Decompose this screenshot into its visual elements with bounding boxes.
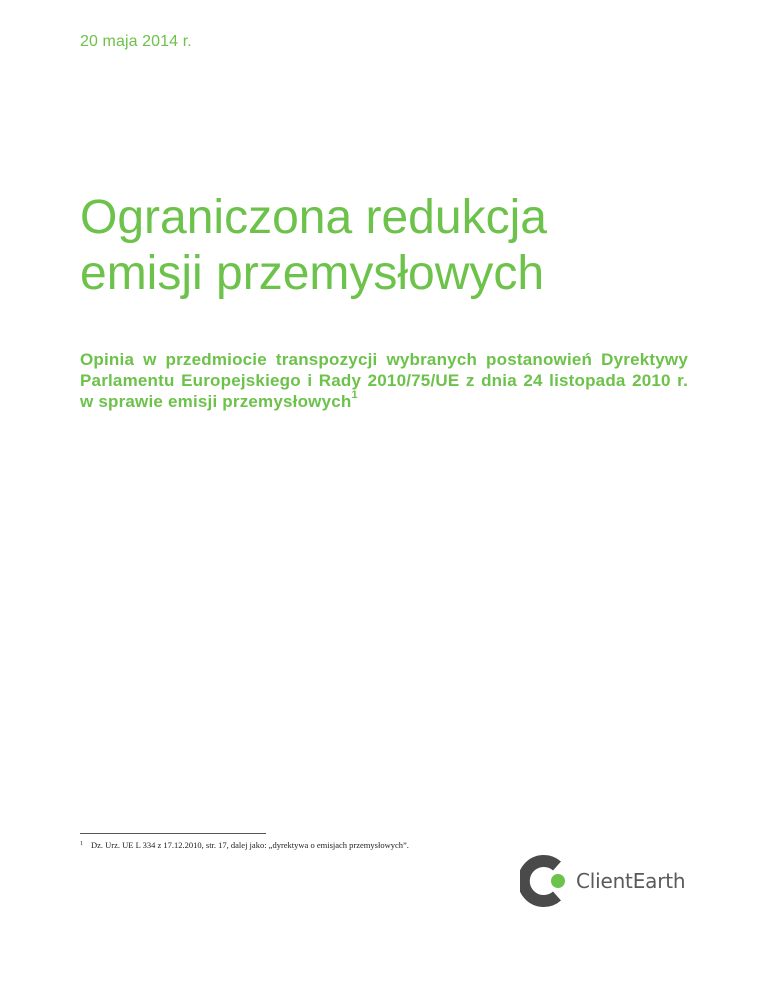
title-line-2: emisji przemysłowych	[80, 247, 545, 300]
subtitle-line-3: z dnia 24 listopada 2010 r. w sprawie emisji przemysłowych	[80, 371, 688, 411]
subtitle-line-2: Dyrektywy Parlamentu Europejskiego i Rady 2010/75/UE	[80, 350, 688, 390]
footnote-text: Dz. Urz. UE L 334 z 17.12.2010, str. 17, dalej jako: „dyrektywa o emisjach przemysłowych”.	[91, 840, 409, 850]
footnote-mark: 1	[80, 841, 83, 847]
footnote-divider	[80, 833, 266, 834]
clientearth-logo-icon	[520, 853, 570, 909]
clientearth-logo	[520, 853, 685, 909]
document-title	[80, 190, 700, 302]
subtitle-line-1: Opinia w przedmiocie transpozycji wybranych postanowień	[80, 350, 593, 369]
logo-text: ClientEarth	[576, 869, 686, 893]
footnote	[80, 840, 409, 850]
document-subtitle	[80, 349, 688, 412]
title-line-1: Ograniczona redukcja	[80, 191, 547, 244]
footnote-reference: 1	[351, 389, 358, 402]
document-date: 20 maja 2014 r.	[80, 33, 192, 50]
